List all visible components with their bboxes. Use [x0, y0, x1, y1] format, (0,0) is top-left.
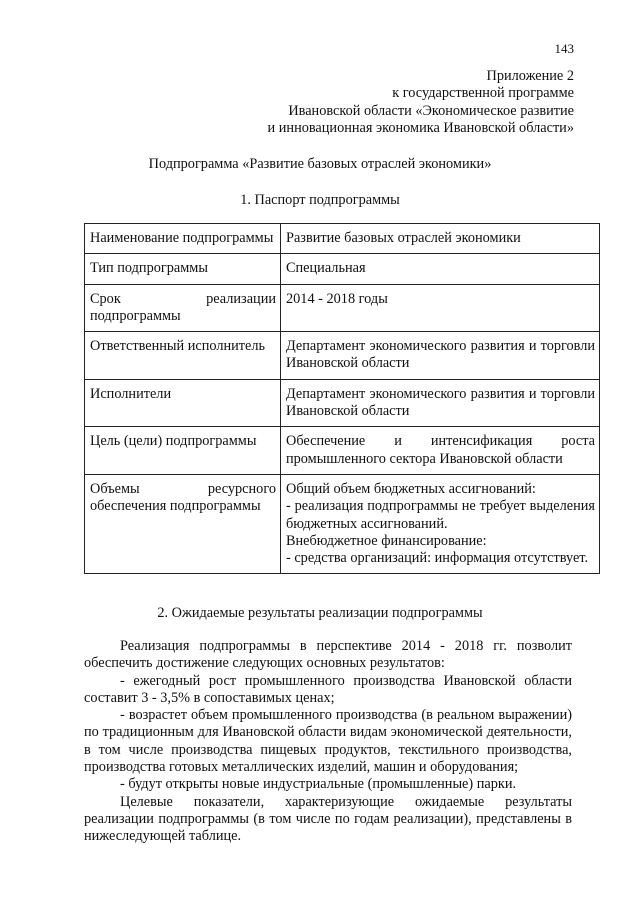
row-value-line: - реализация подпрограммы не требует выделения бюджетных ассигнований. [286, 498, 595, 532]
row-value-line: - средства организаций: информация отсутствует. [286, 550, 589, 567]
row-key: Исполнители [85, 379, 281, 427]
appendix-header [154, 68, 574, 137]
page-number: 143 [554, 41, 574, 56]
paragraph: - ежегодный рост промышленного производства Ивановской области составит 3 - 3,5% в сопоставимых ценах; [84, 672, 572, 706]
passport-heading: 1. Паспорт подпрограммы [240, 192, 400, 208]
row-value-line: Внебюджетное финансирование: [286, 532, 487, 549]
row-key: Цель (цели) подпрограммы [85, 427, 281, 475]
appendix-line: Приложение 2 [486, 68, 574, 84]
row-value [281, 379, 600, 427]
row-value-line: Специальная [286, 260, 366, 277]
row-value [281, 427, 600, 475]
row-value-line: Департамент экономического развития и торговли Ивановской области [286, 338, 595, 372]
results-heading: 2. Ожидаемые результаты реализации подпрограммы [157, 605, 483, 621]
row-value [281, 224, 600, 254]
paragraph: Реализация подпрограммы в перспективе 2014 - 2018 гг. позволит обеспечить достижение следующих основных результатов: [84, 638, 572, 672]
table-row [85, 332, 600, 380]
subprogram-title: Подпрограмма «Развитие базовых отраслей экономики» [148, 156, 492, 172]
table-row [85, 284, 600, 332]
row-key: Ответственный исполнитель [85, 332, 281, 380]
row-key: Объемы ресурсного обеспечения подпрограммы [85, 474, 281, 573]
table-row [85, 254, 600, 284]
table-row [85, 379, 600, 427]
table-row [85, 224, 600, 254]
row-value-line: 2014 - 2018 годы [286, 290, 388, 307]
row-value [281, 474, 600, 573]
paragraph: - будут открыты новые индустриальные (промышленные) парки. [120, 776, 517, 793]
row-key: Срок реализации подпрограммы [85, 284, 281, 332]
row-value-line: Обеспечение и интенсификация роста промышленного сектора Ивановской области [286, 433, 595, 467]
row-value [281, 284, 600, 332]
appendix-line: и инновационная экономика Ивановской области» [267, 119, 574, 136]
passport-table [84, 223, 600, 574]
row-value [281, 332, 600, 380]
row-value-line: Общий объем бюджетных ассигнований: [286, 480, 536, 497]
appendix-line: Ивановской области «Экономическое развитие [288, 102, 574, 119]
row-value-line: Департамент экономического развития и торговли Ивановской области [286, 385, 595, 420]
row-value [281, 254, 600, 284]
paragraph: - возрастет объем промышленного производства (в реальном выражении) по традиционным для Ивановской области видам экономической деятельности, в том числе производства пищевых продуктов, текстильного производства, производства готовых металлических изделий, машин и оборудования; [84, 707, 572, 776]
table-row [85, 474, 600, 573]
appendix-line: к государственной программе [392, 85, 574, 102]
row-key: Тип подпрограммы [85, 254, 281, 284]
table-row [85, 427, 600, 475]
results-body [84, 638, 572, 846]
paragraph: Целевые показатели, характеризующие ожидаемые результаты реализации подпрограммы (в том числе по годам реализации), представлены в нижеследующей таблице. [84, 793, 572, 845]
row-key: Наименование подпрограммы [85, 224, 281, 254]
row-value-line: Развитие базовых отраслей экономики [286, 230, 521, 246]
